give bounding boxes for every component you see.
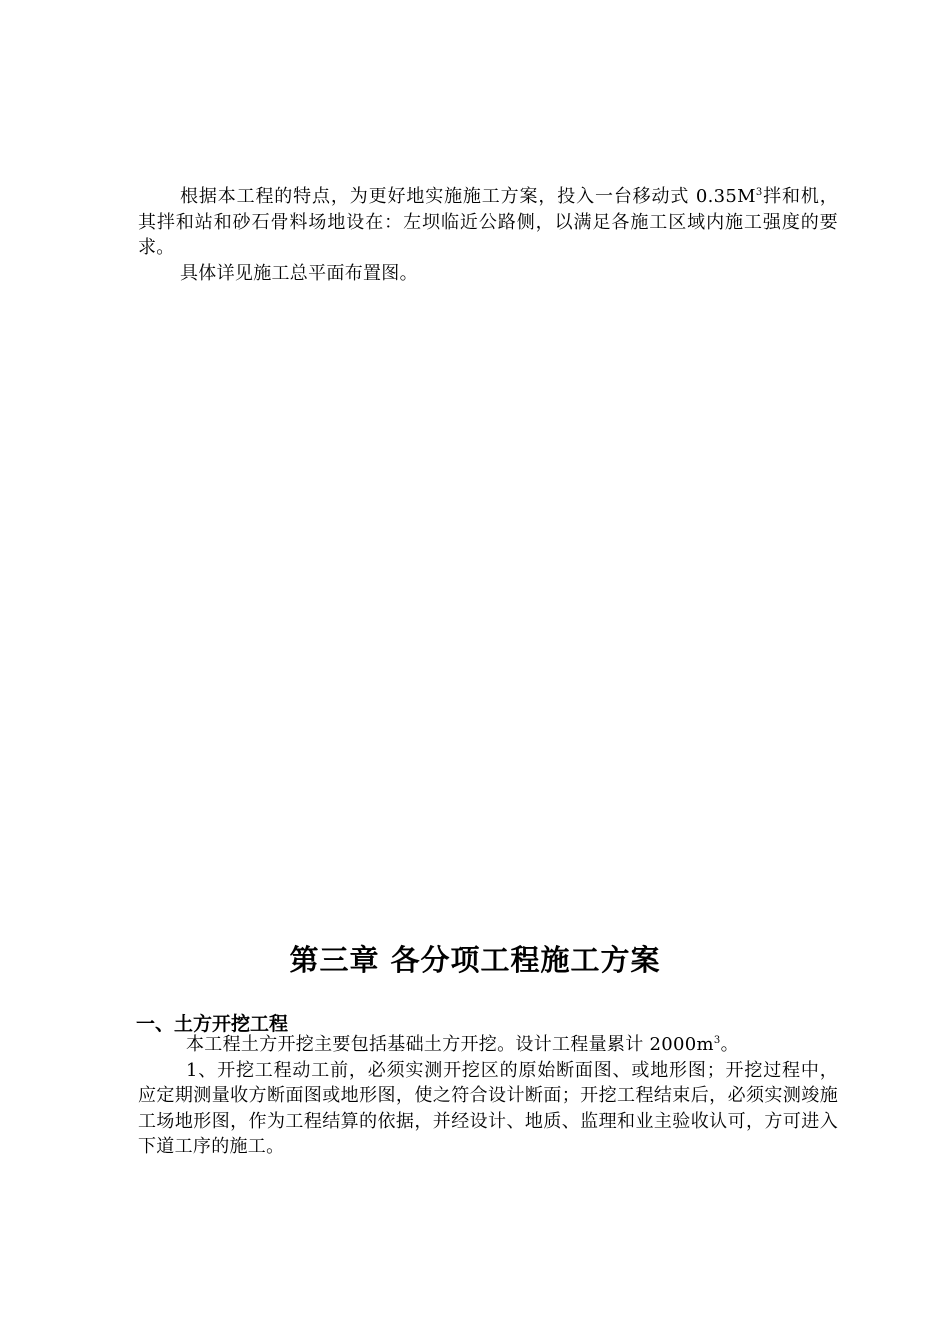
survey-requirement-paragraph: 1、开挖工程动工前，必须实测开挖区的原始断面图、或地形图；开挖过程中，应定期测量收方断面图或地形图，使之符合设计断面；开挖工程结束后，必须实测竣施工场地形图，作为工程结算的依据，并经设计、地质、监理和业主验收认可，方可进入下道工序的施工。 — [138, 1059, 838, 1157]
chapter-title: 第三章 各分项工程施工方案 — [289, 943, 661, 977]
earthwork-section — [138, 1032, 838, 1160]
earthwork-scope-paragraph — [138, 1032, 838, 1058]
earthwork-scope-text: 本工程土方开挖主要包括基础土方开挖。设计工程量累计 2000m — [186, 1034, 714, 1055]
intro-section — [138, 184, 838, 286]
layout-reference-paragraph: 具体详见施工总平面布置图。 — [180, 262, 418, 284]
mixer-paragraph-rest: 拌和机，其拌和站和砂石骨料场地设在：左坝临近公路侧，以满足各施工区域内施工强度的要求。 — [138, 186, 838, 258]
cubic-superscript: 3 — [755, 187, 763, 198]
mixer-paragraph — [138, 184, 838, 261]
earthwork-scope-end: 。 — [720, 1034, 739, 1055]
cubic-superscript: 3 — [713, 1035, 721, 1046]
mixer-paragraph-text: 根据本工程的特点，为更好地实施施工方案，投入一台移动式 0.35M — [180, 186, 756, 207]
section-heading: 一、土方开挖工程 — [136, 1013, 289, 1035]
